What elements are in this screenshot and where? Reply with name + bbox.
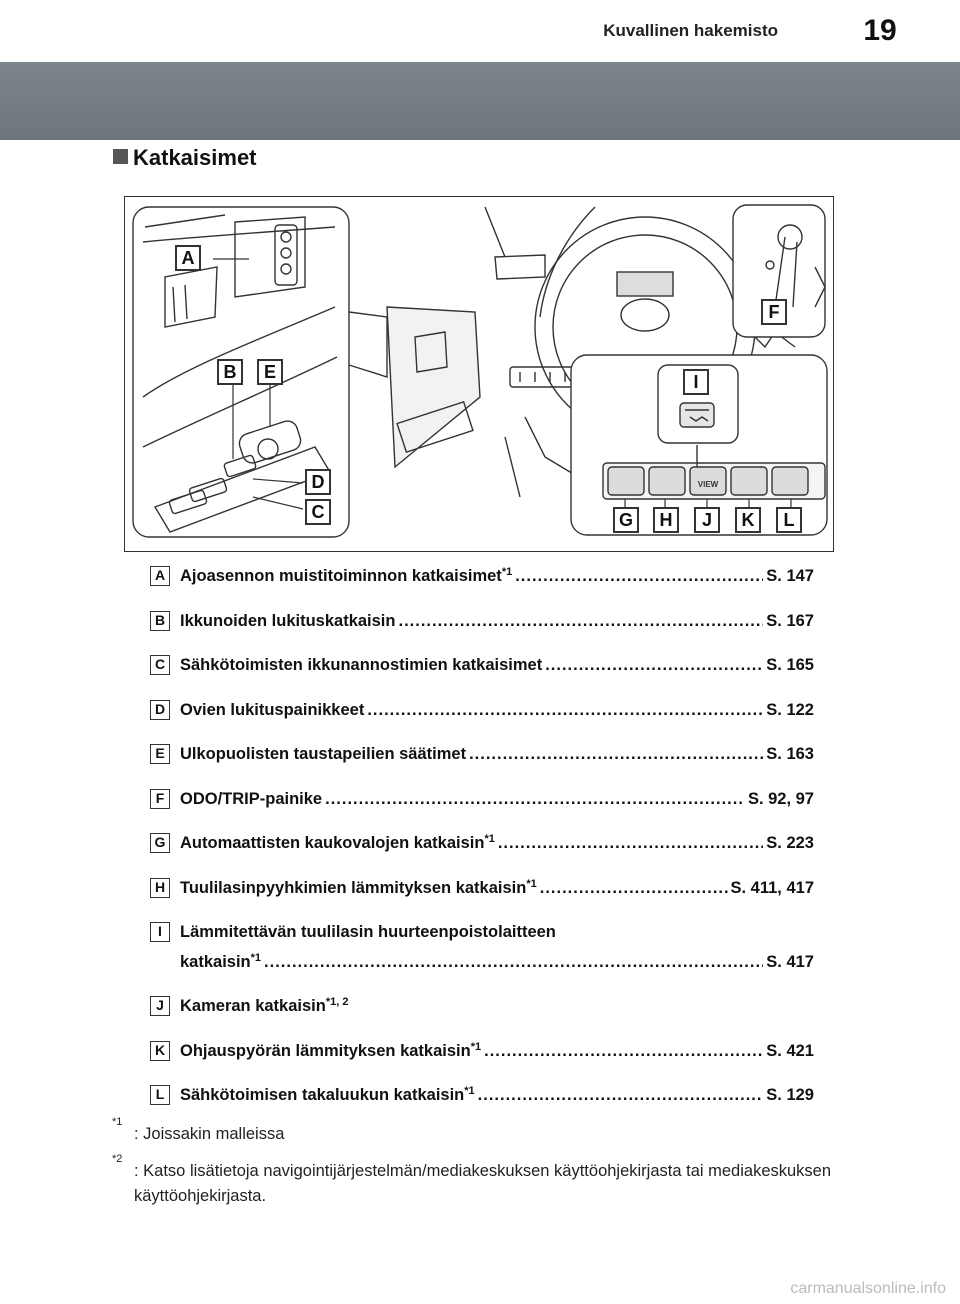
section-title	[113, 145, 257, 171]
list-item	[150, 700, 814, 745]
watermark: carmanualsonline.info	[790, 1280, 946, 1297]
switch-index-list	[150, 566, 814, 1130]
page-ref-link[interactable]: S. 122	[766, 700, 814, 719]
list-item	[150, 655, 814, 700]
view-switch-label: VIEW	[697, 480, 719, 489]
callout-j: J	[694, 507, 720, 533]
page-ref-link[interactable]: S. 129	[766, 1086, 814, 1104]
callout-d: D	[305, 469, 331, 495]
footnote-ref: *1	[470, 1040, 482, 1053]
footnote-ref: *1	[464, 1085, 475, 1097]
item-key: H	[150, 878, 170, 898]
item-label: Ajoasennon muistitoiminnon katkaisimet	[180, 567, 502, 585]
item-key: J	[150, 996, 170, 1016]
list-item	[150, 566, 814, 611]
callout-e: E	[257, 359, 283, 385]
footnote: *1 : Joissakin malleissa	[112, 1116, 285, 1143]
item-key: B	[150, 611, 170, 631]
item-label: katkaisin	[180, 953, 251, 971]
page-ref-link[interactable]: S. 417	[766, 953, 814, 971]
page-ref-link[interactable]: S. 165	[766, 656, 814, 674]
item-key: C	[150, 655, 170, 675]
item-key: K	[150, 1041, 170, 1061]
callout-k: K	[735, 507, 761, 533]
footnote: *2 : Katso lisätietoja navigointijärjestelmän/mediakeskuksen käyttöohjekirjasta tai mediakeskuksen käyttöohjekirjasta.	[112, 1153, 832, 1205]
footnote-ref: *1, 2	[325, 996, 349, 1008]
footnotes	[112, 1116, 832, 1221]
item-label: Tuulilasinpyyhkimien lämmityksen katkaisin	[180, 878, 527, 897]
callout-l: L	[776, 507, 802, 533]
item-key: F	[150, 789, 170, 809]
callout-a: A	[175, 245, 201, 271]
header-band	[0, 62, 960, 140]
item-label: Automaattisten kaukovalojen katkaisin	[180, 834, 485, 852]
callout-h: H	[653, 507, 679, 533]
item-label: ODO/TRIP-painike	[180, 789, 323, 808]
list-item	[150, 611, 814, 656]
page-number: 19	[800, 0, 960, 62]
page-ref-link[interactable]: S. 167	[766, 611, 814, 630]
callout-c: C	[305, 499, 331, 525]
item-key: G	[150, 833, 170, 853]
item-key: L	[150, 1085, 170, 1105]
chapter-title: Kuvallinen hakemisto	[603, 21, 778, 40]
footnote-ref: *1	[484, 833, 495, 845]
page-ref-link[interactable]: S. 147	[766, 567, 814, 585]
footnote-text: : Joissakin malleissa	[134, 1125, 285, 1143]
callout-i: I	[683, 369, 709, 395]
page-ref-link[interactable]: S. 421	[766, 1041, 814, 1060]
item-label: Ikkunoiden lukituskatkaisin	[180, 611, 396, 630]
footnote-ref: *1	[501, 566, 513, 578]
list-item	[150, 744, 814, 789]
page-ref-link[interactable]: S. 223	[766, 834, 814, 852]
list-item	[150, 789, 814, 834]
page-ref-link[interactable]: S. 92, 97	[747, 789, 814, 808]
section-title-text: Katkaisimet	[133, 145, 257, 170]
item-label: Ulkopuolisten taustapeilien säätimet	[180, 745, 467, 763]
item-key: A	[150, 566, 170, 586]
page-ref-link[interactable]: S. 163	[766, 745, 814, 763]
list-item	[150, 833, 814, 878]
item-label: Sähkötoimisen takaluukun katkaisin	[180, 1086, 465, 1104]
list-item	[150, 1041, 814, 1086]
item-key: E	[150, 744, 170, 764]
list-item	[150, 996, 814, 1041]
callout-f: F	[761, 299, 787, 325]
item-label: Kameran katkaisin	[180, 997, 326, 1015]
item-label: Sähkötoimisten ikkunannostimien katkaisimet	[180, 656, 543, 674]
item-label: Ohjauspyörän lämmityksen katkaisin	[180, 1041, 471, 1060]
footnote-ref: *1	[526, 877, 537, 890]
footnote-ref: *1	[250, 952, 262, 964]
item-label: Ovien lukituspainikkeet	[180, 700, 365, 719]
list-item	[150, 922, 814, 996]
item-key: D	[150, 700, 170, 720]
callout-g: G	[613, 507, 639, 533]
callout-b: B	[217, 359, 243, 385]
item-key: I	[150, 922, 170, 942]
square-bullet-icon	[113, 149, 128, 164]
list-item	[150, 878, 814, 923]
page-ref-link[interactable]: S. 411, 417	[730, 878, 814, 897]
switches-illustration	[124, 196, 834, 552]
item-label-line1: Lämmitettävän tuulilasin huurteenpoistolaitteen	[180, 923, 556, 941]
footnote-text: : Katso lisätietoja navigointijärjestelmän/mediakeskuksen käyttöohjekirjasta tai mediakeskuksen käyttöohjekirjasta.	[134, 1162, 832, 1205]
